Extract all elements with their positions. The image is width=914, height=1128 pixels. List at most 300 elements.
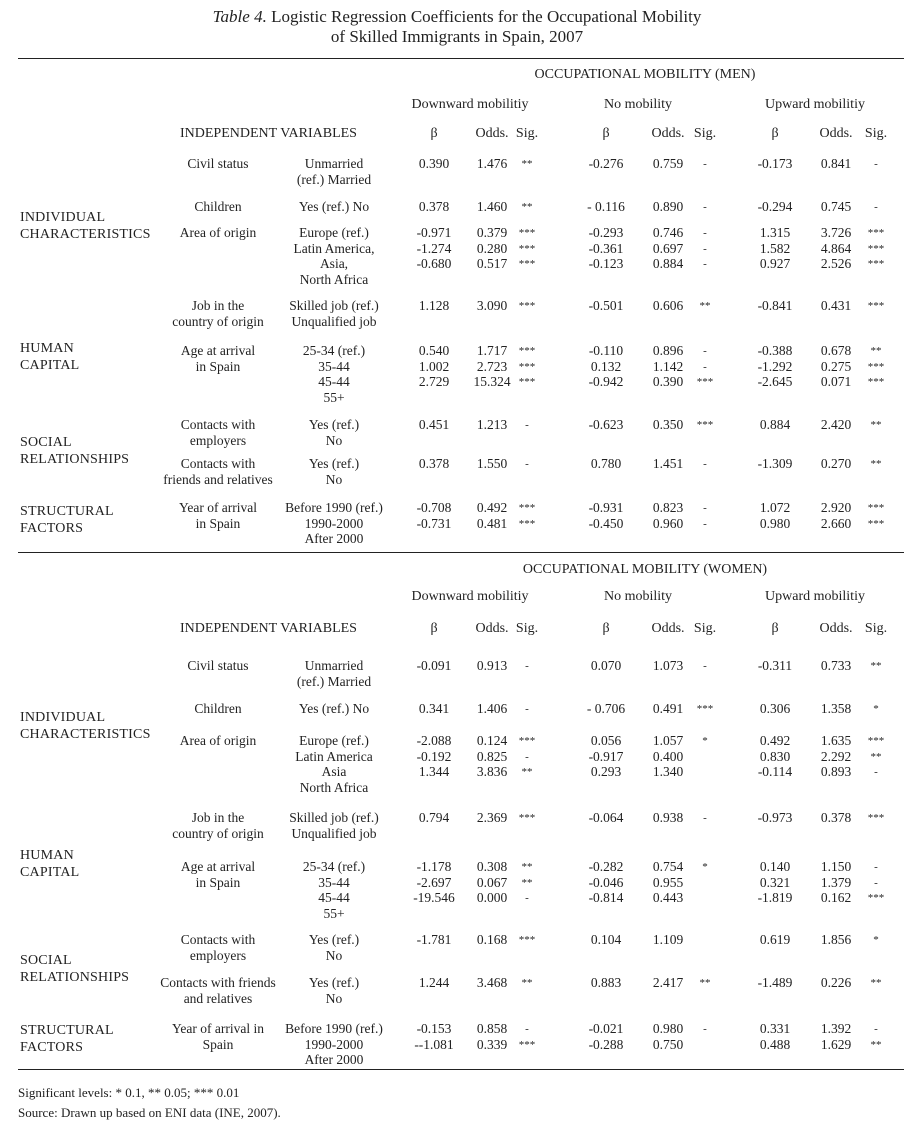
table-cell: 0.960 [652,515,684,531]
table-cell: Asia, [319,256,349,271]
table-cell: 1.150 [820,859,852,874]
table-cell: -1.178 [416,859,452,874]
table-cell: - [703,360,707,373]
table-cell: - [703,345,707,357]
table-cell: - [703,660,707,672]
table-cell: *** [867,892,885,904]
table-cell: 3.090 [476,298,508,313]
table-cell: Area of origin [179,733,257,748]
group-header: Downward mobilitiy [411,589,529,604]
table-cell: 45-44 [318,890,350,905]
table-cell: 0.884 [759,417,791,432]
table-cell: 55+ [323,389,345,405]
odds-header: Odds. [819,126,853,141]
sig-header: Sig. [693,621,717,636]
table-cell: 0.980 [759,515,791,531]
table-cell: ** [521,158,533,170]
middle-rule [18,552,904,553]
table-cell: Year of arrival in [172,1021,264,1036]
category-label: HUMAN CAPITAL [20,341,80,373]
table-cell: 4.864 [820,240,852,256]
table-cell: -0.814 [588,890,624,905]
table-cell: -0.971 [416,225,452,240]
table-cell: 0.341 [418,701,450,716]
table-cell: country of origin [172,825,264,841]
table-cell: in Spain [195,358,241,374]
table-cell: -0.942 [588,374,624,389]
table-cell: 25-34 (ref.) [302,859,366,874]
table-cell: No [325,947,343,963]
table-cell: No [325,990,343,1006]
table-cell: and relatives [183,990,253,1006]
table-cell: -0.091 [416,658,452,673]
table-cell: - [525,458,529,470]
table-cell: -0.153 [416,1021,452,1036]
table-cell: North Africa [299,779,369,795]
table-cell: -0.110 [588,343,624,358]
table-cell: - [703,812,707,824]
table-cell: - [874,1023,878,1035]
table-cell: -1.819 [757,890,793,905]
table-cell: - [874,876,878,889]
table-cell: *** [518,227,536,239]
source-note: Source: Drawn up based on ENI data (INE, 2007). [18,1105,281,1120]
table-cell: 0.293 [590,764,622,779]
table-cell: ** [870,660,882,672]
table-cell: Children [194,701,242,716]
table-cell: 0.451 [418,417,450,432]
table-cell: 2.420 [820,417,852,432]
table-cell: 0.540 [418,343,450,358]
table-cell: Yes (ref.) No [298,199,370,214]
table-cell: -2.645 [757,374,793,389]
table-cell: 0.841 [820,156,852,171]
table-cell: ** [521,876,533,889]
table-cell: Unmarried [304,658,364,673]
table-cell: 0.275 [820,358,852,374]
table-cell: Yes (ref.) No [298,701,370,716]
table-cell: Job in the [191,810,245,825]
table-cell: - [525,660,529,672]
table-cell: *** [518,345,536,357]
table-cell: -0.293 [588,225,624,240]
table-cell: ** [699,300,711,312]
table-cell: 1990-2000 [304,1036,364,1052]
table-cell: *** [518,1038,536,1051]
table-cell: *** [696,419,714,431]
table-cell: Latin America [295,748,373,764]
beta-header: β [430,126,438,141]
table-cell: Civil status [187,156,249,171]
table-cell: Year of arrival [178,500,258,515]
table-cell: 3.726 [820,225,852,240]
table-cell: Contacts with [180,456,256,471]
table-cell: 2.417 [652,975,684,990]
table-cell: *** [867,227,885,239]
table-cell: - [874,158,878,170]
category-label: INDIVIDUAL CHARACTERISTICS [20,210,151,242]
table-cell: 0.070 [590,658,622,673]
table-cell: *** [518,376,536,388]
table-cell: *** [518,242,536,255]
table-cell: 0.379 [476,225,508,240]
table-cell: 1.358 [820,701,852,716]
table-cell: 0.378 [418,199,450,214]
table-cell: Unmarried [304,156,364,171]
table-cell: 25-34 (ref.) [302,343,366,358]
significance-note: Significant levels: * 0.1, ** 0.05; *** 0.01 [18,1085,240,1100]
table-cell: -0.114 [757,764,793,779]
table-cell: 1.128 [418,298,450,313]
table-cell: Europe (ref.) [299,733,369,748]
table-cell: 0.938 [652,810,684,825]
table-cell: 2.920 [820,500,852,515]
table-cell: After 2000 [304,1052,364,1067]
table-cell: -0.064 [588,810,624,825]
table-cell: 0.825 [476,748,508,764]
table-cell: - [525,750,529,763]
table-cell: 0.619 [759,932,791,947]
table-cell: 2.729 [418,374,450,389]
beta-header: β [771,126,779,141]
table-cell: -0.173 [757,156,793,171]
table-cell: Before 1990 (ref.) [285,1021,383,1036]
table-cell: 1.476 [476,156,508,171]
table-cell: 0.104 [590,932,622,947]
group-header: Upward mobilitiy [765,589,865,604]
table-cell: *** [867,258,885,270]
table-cell: 0.350 [652,417,684,432]
group-header: Downward mobilitiy [411,97,529,112]
table-cell: 0.443 [652,890,684,905]
table-cell: Skilled job (ref.) [289,298,379,313]
table-cell: - [703,502,707,514]
table-cell: *** [867,812,885,824]
top-rule [18,58,904,59]
table-cell: - [703,517,707,530]
table-cell: (ref.) Married [296,673,372,689]
table-cell: - [703,158,707,170]
table-cell: Asia [321,764,347,779]
table-cell: 1.582 [759,240,791,256]
table-cell: * [702,861,708,873]
table-cell: 1.340 [652,764,684,779]
table-cell: -0.450 [588,515,624,531]
table-cell: Job in the [191,298,245,313]
table-cell: - [703,242,707,255]
table-cell: 1.344 [418,764,450,779]
table-cell: -19.546 [413,890,455,905]
table-cell: *** [518,517,536,530]
category-label: SOCIAL RELATIONSHIPS [20,435,130,467]
table-cell: 1.460 [476,199,508,214]
table-cell: Contacts with [180,417,256,432]
table-cell: 0.488 [759,1036,791,1052]
table-cell: - [525,419,529,431]
table-cell: Skilled job (ref.) [289,810,379,825]
table-cell: *** [867,242,885,255]
table-cell: 1.142 [652,358,684,374]
table-cell: 0.339 [476,1036,508,1052]
table-cell: *** [867,735,885,747]
table-title-line2: of Skilled Immigrants in Spain, 2007 [330,27,584,46]
table-cell: 0.893 [820,764,852,779]
table-cell: 0.306 [759,701,791,716]
sig-header: Sig. [864,621,888,636]
group-header: Upward mobilitiy [765,97,865,112]
table-cell: -0.680 [416,256,452,271]
table-cell: *** [696,376,714,388]
table-cell: ** [521,766,533,778]
table-cell: -0.501 [588,298,624,313]
table-cell: in Spain [195,515,241,531]
table-cell: 0.678 [820,343,852,358]
table-cell: ** [521,977,533,989]
table-cell: Unqualified job [291,825,377,841]
table-cell: 0.759 [652,156,684,171]
table-cell: Yes (ref.) [308,456,360,471]
sig-header: Sig. [515,621,539,636]
table-cell: -0.282 [588,859,624,874]
odds-header: Odds. [475,621,509,636]
table-cell: * [702,735,708,747]
table-cell: 0.858 [476,1021,508,1036]
table-cell: *** [518,812,536,824]
table-cell: -2.697 [416,874,452,890]
table-cell: 1.073 [652,658,684,673]
table-cell: - [525,892,529,904]
table-cell: 0.883 [590,975,622,990]
table-cell: - [703,227,707,239]
table-cell: 0.884 [652,256,684,271]
table-cell: -0.973 [757,810,793,825]
table-cell: 0.124 [476,733,508,748]
table-cell: 0.308 [476,859,508,874]
table-label: Table 4. [212,7,267,26]
table-cell: employers [189,432,247,448]
table-cell: 0.697 [652,240,684,256]
table-cell: 0.000 [476,890,508,905]
table-cell: 0.270 [820,456,852,471]
table-cell: - 0.706 [586,701,626,716]
table-cell: -0.361 [588,240,624,256]
table-cell: -0.388 [757,343,793,358]
table-cell: 0.400 [652,748,684,764]
table-cell: Area of origin [179,225,257,240]
table-cell: 0.890 [652,199,684,214]
table-cell: 0.321 [759,874,791,890]
sig-header: Sig. [515,126,539,141]
table-cell: *** [867,360,885,373]
table-cell: 0.517 [476,256,508,271]
table-cell: 55+ [323,905,345,921]
table-cell: 0.071 [820,374,852,389]
table-cell: -1.781 [416,932,452,947]
section-heading: OCCUPATIONAL MOBILITY (WOMEN) [522,562,768,577]
category-label: STRUCTURAL FACTORS [20,1023,114,1055]
table-cell: - [703,258,707,270]
table-cell: -0.294 [757,199,793,214]
table-cell: * [873,703,879,715]
table-cell: in Spain [195,874,241,890]
table-cell: -0.731 [416,515,452,531]
table-cell: 1990-2000 [304,515,364,531]
table-title [0,7,914,27]
table-cell: 0.067 [476,874,508,890]
table-cell: 1.451 [652,456,684,471]
section-heading: OCCUPATIONAL MOBILITY (MEN) [534,67,756,82]
table-cell: 0.492 [476,500,508,515]
beta-header: β [430,621,438,636]
odds-header: Odds. [819,621,853,636]
table-cell: *** [867,502,885,514]
table-cell: 0.492 [759,733,791,748]
table-cell: 0.746 [652,225,684,240]
table-cell: -0.917 [588,748,624,764]
table-cell: - [874,766,878,778]
table-cell: No [325,471,343,487]
table-cell: 1.406 [476,701,508,716]
table-cell: Contacts with friends [160,975,276,990]
bottom-rule [18,1069,904,1070]
category-label: STRUCTURAL FACTORS [20,504,114,536]
table-cell: Spain [202,1036,234,1052]
table-cell: Yes (ref.) [308,932,360,947]
table-cell: *** [518,300,536,312]
table-cell: ** [870,977,882,989]
table-cell: 1.379 [820,874,852,890]
table-cell: ** [521,861,533,873]
table-cell: Children [194,199,242,214]
table-cell: 0.830 [759,748,791,764]
category-label: INDIVIDUAL CHARACTERISTICS [20,710,151,742]
table-cell: 0.980 [652,1021,684,1036]
table-cell: friends and relatives [163,471,273,487]
sig-header: Sig. [864,126,888,141]
table-cell: -1.309 [757,456,793,471]
table-cell: - 0.116 [587,199,625,214]
table-cell: -0.623 [588,417,624,432]
table-cell: 0.754 [652,859,684,874]
table-cell: After 2000 [304,531,364,546]
table-cell: - [703,201,707,213]
table-cell: 2.660 [820,515,852,531]
table-cell: 0.750 [652,1036,684,1052]
independent-variables-header: INDEPENDENT VARIABLES [180,126,357,141]
table-cell: 0.896 [652,343,684,358]
category-label: HUMAN CAPITAL [20,848,80,880]
table-cell: 0.481 [476,515,508,531]
beta-header: β [602,126,610,141]
table-cell: 0.162 [820,890,852,905]
table-cell: 15.324 [473,374,511,389]
table-cell: 1.315 [759,225,791,240]
table-cell: 1.072 [759,500,791,515]
table-cell: No [325,432,343,448]
table-cell: 2.292 [820,748,852,764]
table-cell: -1.292 [757,358,793,374]
table-cell: country of origin [172,313,264,329]
table-cell: 1.002 [418,358,450,374]
table-cell: 1.392 [820,1021,852,1036]
table-cell: Yes (ref.) [308,975,360,990]
table-cell: 1.550 [476,456,508,471]
table-cell: -0.841 [757,298,793,313]
table-cell: 1.057 [652,733,684,748]
table-cell: *** [518,934,536,946]
table-cell: -0.276 [588,156,624,171]
beta-header: β [771,621,779,636]
table-cell: 1.213 [476,417,508,432]
table-cell: 0.378 [820,810,852,825]
table-cell: *** [867,300,885,312]
table-cell: 0.378 [418,456,450,471]
table-cell: 0.733 [820,658,852,673]
table-cell: 0.745 [820,199,852,214]
table-cell: 1.635 [820,733,852,748]
odds-header: Odds. [475,126,509,141]
table-cell: -0.288 [588,1036,624,1052]
table-cell: 0.823 [652,500,684,515]
table-cell: * [873,934,879,946]
beta-header: β [602,621,610,636]
table-cell: Civil status [187,658,249,673]
table-cell: Before 1990 (ref.) [285,500,383,515]
table-cell: 0.390 [652,374,684,389]
table-cell: 0.913 [476,658,508,673]
group-header: No mobility [603,589,673,604]
table-cell: -1.489 [757,975,793,990]
table-cell: -0.123 [588,256,624,271]
table-cell: 0.056 [590,733,622,748]
table-cell: 1.856 [820,932,852,947]
table-cell: *** [518,502,536,514]
table-cell: employers [189,947,247,963]
table-cell: 0.132 [590,358,622,374]
table-cell: Europe (ref.) [299,225,369,240]
table-cell: 0.390 [418,156,450,171]
table-cell: 0.780 [590,456,622,471]
odds-header: Odds. [651,621,685,636]
table-cell: 0.431 [820,298,852,313]
table-cell: --1.081 [414,1036,454,1052]
table-cell: 2.723 [476,358,508,374]
table-cell: *** [518,360,536,373]
table-cell: 2.369 [476,810,508,825]
table-cell: ** [699,977,711,989]
table-cell: -1.274 [416,240,452,256]
table-cell: 1.244 [418,975,450,990]
sig-header: Sig. [693,126,717,141]
table-cell: *** [518,735,536,747]
table-title-line1: Logistic Regression Coefficients for the Occupational Mobility [271,7,702,26]
table-cell: North Africa [299,271,369,287]
odds-header: Odds. [651,126,685,141]
table-cell: -2.088 [416,733,452,748]
table-cell: (ref.) Married [296,171,372,187]
table-cell: *** [518,258,536,270]
table-cell: ** [521,201,533,213]
table-cell: -0.931 [588,500,624,515]
table-cell: 1.717 [476,343,508,358]
table-cell: Age at arrival [180,343,256,358]
table-cell: -0.046 [588,874,624,890]
table-cell: -0.021 [588,1021,624,1036]
table-cell: 0.226 [820,975,852,990]
table-cell: ** [870,419,882,431]
table-cell: 35-44 [318,874,350,890]
table-cell: - [874,201,878,213]
